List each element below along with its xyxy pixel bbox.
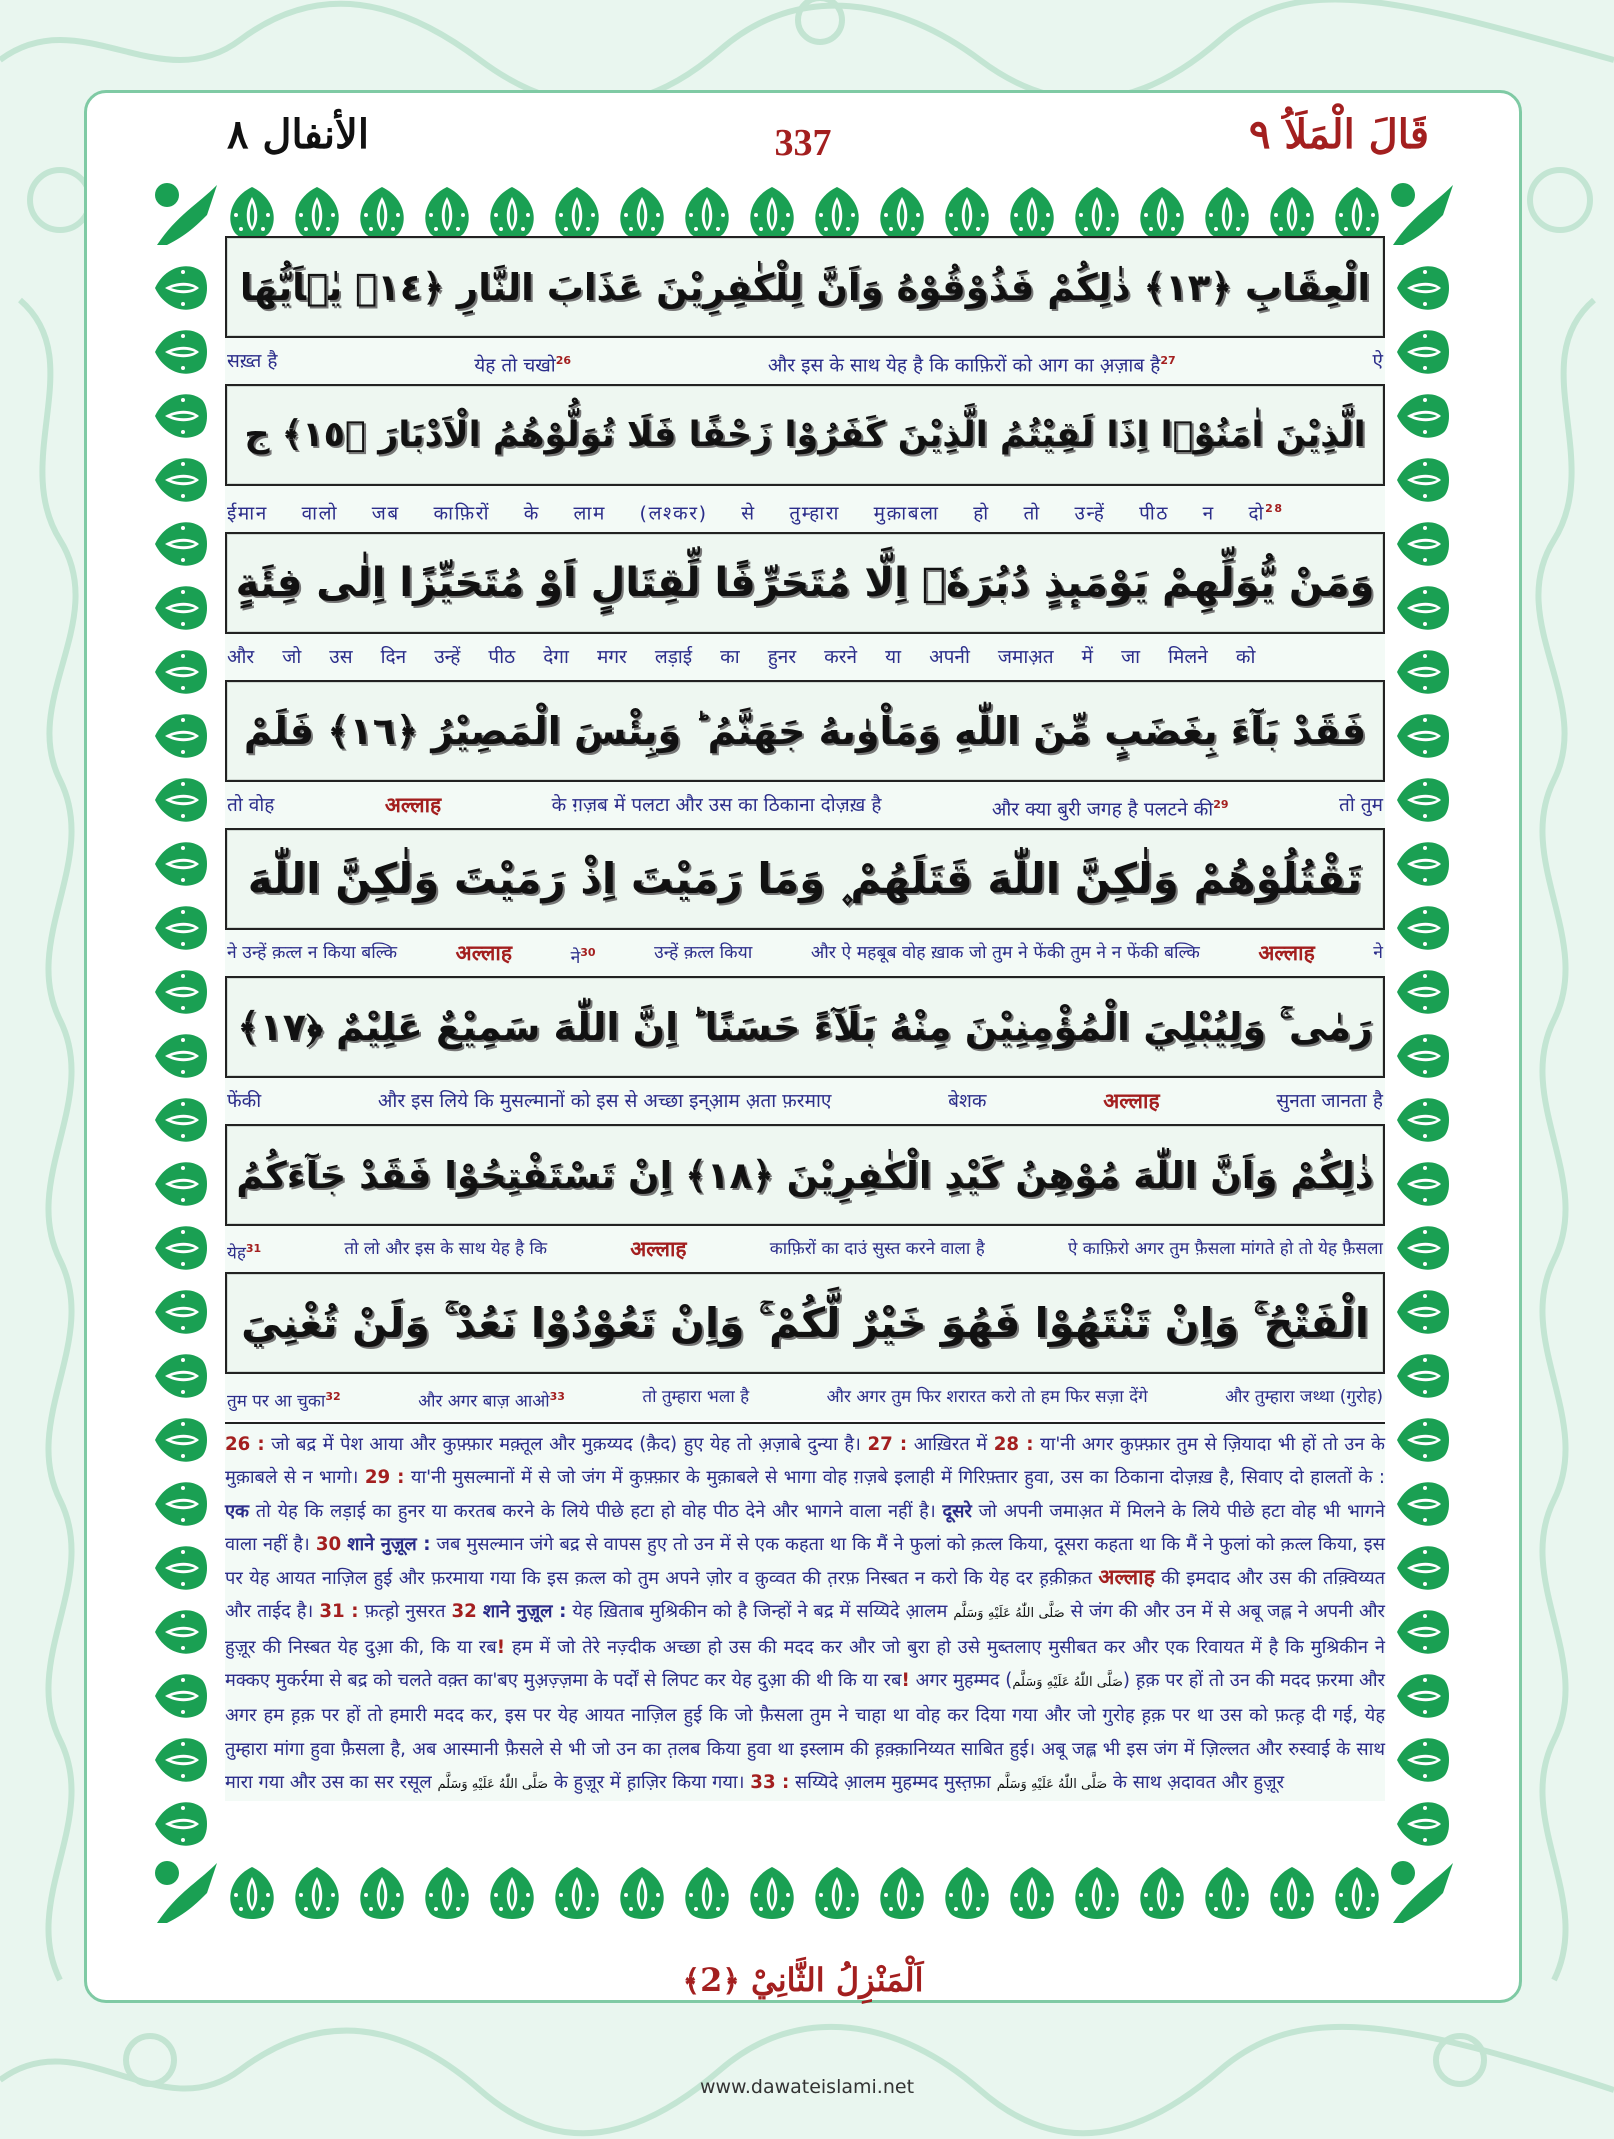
translation-segment: और तुम्हारा जथ्था (गुरोह) (1225, 1387, 1383, 1407)
allah-name: अल्लाह (384, 793, 442, 817)
allah-name: अल्लाह (1258, 941, 1315, 965)
manzil-marker (87, 1961, 1519, 1999)
translation-segment: उन्हें क़त्ल किया (654, 943, 753, 963)
website-url[interactable]: www.dawateislami.net (699, 2076, 915, 2098)
footnote-text: जो बद्र में पेश आया और कुफ़्फ़ार मक़्तूल और मुक़य्यद (क़ैद) हुए येह तो अ़ज़ाबे दुन्या है। (271, 1434, 861, 1455)
footnote-ref[interactable]: 29 (1213, 798, 1229, 811)
translation-segment: सुनता जानता है (1276, 1090, 1383, 1112)
arabic-verse-line (225, 384, 1385, 486)
translation-line (225, 782, 1385, 828)
translation-line (225, 486, 1385, 532)
salawat-glyph: صَلَّى اللّٰهُ عَلَيْهِ وَسَلَّم (996, 1776, 1108, 1792)
arabic-text: رَمٰى ۚ وَلِيُبْلِيَ الْمُؤْمِنِيْنَ مِنْهُ بَلَآءً حَسَنًا ؕ اِنَّ اللّٰهَ سَمِيْعٌ عَلِيْمٌ ﴿١٧﴾ (237, 1004, 1373, 1049)
translation-segment: और जो उस दिन उन्हें पीठ देगा मगर लड़ाई का हुनर करने या अपनी जमाअ़त में जा मिलने को (227, 646, 1256, 668)
arabic-text: تَقْتُلُوْهُمْ وَلٰكِنَّ اللّٰهَ قَتَلَهُمْ ۪ وَمَا رَمَيْتَ اِذْ رَمَيْتَ وَلٰكِنَّ اللّٰهَ (247, 854, 1363, 903)
footnote-ref[interactable]: 26 (555, 354, 572, 367)
footnote-ref[interactable]: 27 (1160, 354, 1176, 367)
translation-line (225, 1078, 1385, 1124)
footnote-text: आख़िरत में (913, 1434, 988, 1455)
translation-segment: ने उन्हें क़त्ल न किया बल्कि (227, 943, 398, 963)
footnote-number: 33 : (750, 1771, 790, 1793)
translation-segment: और इस के साथ येह है कि काफ़िरों को आग का अ़ज़ाब है (767, 354, 1161, 377)
juz-name: قَالَ الْمَلَاُ ٩ (1249, 111, 1429, 158)
exclamation-mark: ! (496, 1636, 506, 1658)
translation-line (225, 338, 1385, 384)
translation-segment: तो तुम (1339, 794, 1383, 816)
footnote-ref[interactable]: 32 (325, 1390, 341, 1403)
footnotes-section (225, 1422, 1385, 1801)
footnote-text: से जंग की और उन में से अबू जह्ल ने अपनी और हुज़ूर की निस्बत येह दुआ़ की, कि या रब (225, 1601, 1385, 1658)
translation-segment: तो लो और इस के साथ येह है कि (344, 1239, 548, 1259)
arabic-text: الْعِقَابِ ﴿١٣﴾ ذٰلِكُمْ فَذُوْقُوْهُ وَاَنَّ لِلْكٰفِرِيْنَ عَذَابَ النَّارِ ﴿١٤﴾ يٰۤاَيُّهَا (239, 265, 1371, 309)
arabic-verse-line (225, 828, 1385, 930)
footnote-text: की इमदाद और उस की तक़्विय्यत और ताईद है। (225, 1568, 1385, 1623)
footnote-label: शाने नुज़ूल : (482, 1601, 567, 1623)
translation-segment: ने (1373, 943, 1383, 963)
footnote-text: जो अपनी जमाअ़त में मिलने के लिये पीछे हटा वोह भी भागने वाला नहीं है। (225, 1500, 1385, 1555)
translation-segment: बेशक (948, 1090, 987, 1112)
arabic-verse-line (225, 976, 1385, 1078)
surah-name: الأنفال ٨ (227, 111, 369, 158)
translation-line (225, 1374, 1385, 1420)
page-header (87, 93, 1519, 173)
translation-segment: फेंकी (227, 1090, 262, 1112)
translation-segment: और इस लिये कि मुसल्मानों को इस से अच्छा इन्आ़म अ़ता फ़रमाए (377, 1090, 832, 1112)
translation-segment: ऐ (1372, 350, 1383, 372)
arabic-verse-line (225, 680, 1385, 782)
salawat-glyph: صَلَّى اللّٰهُ عَلَيْهِ وَسَلَّم (1012, 1675, 1123, 1691)
translation-line (225, 634, 1385, 680)
translation-segment: काफ़िरों का दाउं सुस्त करने वाला है (769, 1239, 985, 1259)
arabic-verse-line (225, 1124, 1385, 1226)
footnote-text: फ़त्ह़ो नुसरत (364, 1601, 446, 1623)
footnote-text: सय्यिदे आ़लम मुहम्मद मुस्त़फ़ा (795, 1771, 991, 1793)
arabic-text: فَقَدْ بَآءَ بِغَضَبٍ مِّنَ اللّٰهِ وَمَاْوٰىهُ جَهَنَّمُ ؕ وَبِئْسَ الْمَصِيْرُ ﴿١٦﴾ فَلَمْ (243, 709, 1367, 753)
footnote-text: के साथ अ़दावत और हुज़ूर (1112, 1771, 1285, 1793)
footnote-text: या'नी मुसल्मानों में से जो जंग में कुफ़्फ़ार के मुक़ाबले से भागा वोह ग़ज़बे इलाही में गिरिफ़्तार हुवा, उस का ठिकाना दोज़ख़ है, सिवाए दो हालतों के : (410, 1467, 1386, 1489)
footnote-text: येह ख़िताब मुश्रिकीन को है जिन्हों ने बद्र में सय्यिदे आ़लम (572, 1601, 948, 1623)
arabic-verse-line (225, 1272, 1385, 1374)
salawat-glyph: صَلَّى اللّٰهُ عَلَيْهِ وَسَلَّم (953, 1606, 1065, 1622)
translation-segment: येह (227, 1243, 246, 1264)
page-number: 337 (774, 122, 832, 164)
translation-segment: के ग़ज़ब में पलटा और उस का ठिकाना दोज़ख़ है (551, 794, 882, 816)
arabic-text: وَمَنْ يُّوَلِّهِمْ يَوْمَىٕذٍ دُبُرَهٗۤ اِلَّا مُتَحَرِّفًا لِّقِتَالٍ اَوْ مُتَحَيِّزًا اِلٰى فِئَةٍ (235, 560, 1375, 606)
arabic-verse-line (225, 532, 1385, 634)
quran-content (225, 236, 1385, 1801)
translation-segment: तुम पर आ चुका (227, 1391, 326, 1412)
footnote-ref[interactable]: 33 (549, 1390, 565, 1403)
footnote-number: 32 (451, 1601, 477, 1623)
footnote-ref[interactable]: 30 (580, 946, 596, 959)
translation-segment: और क्या बुरी जगह है पलटने की (991, 798, 1214, 821)
allah-name: अल्लाह (1103, 1089, 1160, 1113)
translation-segment: ऐ काफ़िरो अगर तुम फ़ैसला मांगते हो तो येह फ़ैसला (1067, 1239, 1383, 1259)
footnote-text: तो येह कि लड़ाई का हुनर या करतब करने के लिये पीछे हटा हो वोह पीठ देने और भागने वाला नहीं है। (255, 1500, 936, 1522)
translation-segment: सख़्त है (227, 350, 278, 372)
exclamation-mark: ! (901, 1670, 910, 1692)
footnote-text: के हुज़ूर में ह़ाज़िर किया गया। (553, 1771, 745, 1793)
footnote-text: ) ह़क़ पर हों तो उन की मदद फ़रमा और अगर हम ह़क़ पर हों तो हमारी मदद कर, इस पर येह आयत नाज़िल हुई कि जो फ़ैसला तुम ने चाहा था वोह कर दिया गया और जो गुरोह ह़क़ पर था उस को फ़त्ह़ दी गई, येह तुम्हारा मांगा हुवा फ़ैसला है, अब आस्मानी फ़ैसले से भी जो उन का त़लब किया हुवा था इस्लाम की ह़क़्क़ानिय्यत साबित हुई। अबू जह्ल भी इस जंग में ज़िल्लत और रुस्वाई के साथ मारा गया और उस का सर रसूल (225, 1670, 1385, 1793)
translation-segment: और अगर तुम फिर शरारत करो तो हम फिर सज़ा देंगे (826, 1387, 1148, 1407)
arabic-text: الَّذِيْنَ اٰمَنُوْۤا اِذَا لَقِيْتُمُ الَّذِيْنَ كَفَرُوْا زَحْفًا فَلَا تُوَلُّوْهُمُ الْاَدْبَارَ ﴿١٥﴾ ج (244, 415, 1366, 455)
footnote-number: 27 : (867, 1434, 908, 1455)
salawat-glyph: صَلَّى اللّٰهُ عَلَيْهِ وَسَلَّم (437, 1776, 549, 1792)
footnote-ref[interactable]: 31 (245, 1242, 262, 1255)
footnote-emphasis: एक (225, 1500, 250, 1522)
ornamental-bracket-icon: ﴾ (682, 1964, 701, 1999)
footnote-text: अगर मुहम्मद ( (915, 1670, 1013, 1692)
translation-segment: येह तो चखो (474, 354, 556, 377)
footnote-label: शाने नुज़ूल : (347, 1533, 431, 1555)
translation-segment: ईमान वालो जब काफ़िरों के लाम (लश्कर) से तुम्हारा मुक़ाबला हो तो उन्हें पीठ न दो (227, 502, 1266, 525)
allah-name: अल्लाह (630, 1237, 687, 1261)
ornamental-bracket-icon: ﴿ (722, 1964, 740, 1999)
page-card (84, 90, 1522, 2003)
translation-line (225, 930, 1385, 976)
arabic-verse-line (225, 236, 1385, 338)
footnote-text: जब मुसल्मान जंगे बद्र से वापस हुए तो उन में से एक कहता था कि मैं ने फुलां को क़त्ल किया, दूसरा कहता था कि मैं ने फुलां को क़त्ल किया, इस पर येह आयत नाज़िल हुई और फ़रमाया गया कि इस क़त्ल को तुम अपने ज़ोर व क़ुव्वत की त़रफ़ निस्बत न करो कि येह दर ह़क़ीक़त (225, 1533, 1385, 1590)
footnote-text: हम में जो तेरे नज़्दीक अच्छा हो उस की मदद कर और जो बुरा हो उसे मुब्तलाए मुसीबत कर और एक रिवायत में है कि मुश्रिकीन ने मक्कए मुकर्रमा से बद्र को चलते वक़्त का'बए मुअ़ज़्ज़मा के पर्दों से लिपट कर येह दुआ़ की थी कि या रब (225, 1636, 1385, 1692)
footnote-number: 28 : (993, 1434, 1034, 1455)
footnote-number: 29 : (364, 1467, 405, 1489)
arabic-text: الْفَتْحُ ۚ وَاِنْ تَنْتَهُوْا فَهُوَ خَيْرٌ لَّكُمْ ۚ وَاِنْ تَعُوْدُوْا نَعُدْ ۚ وَلَنْ تُغْنِيَ (241, 1298, 1369, 1347)
allah-name: अल्लाह (455, 941, 512, 965)
translation-line (225, 1226, 1385, 1272)
footnote-emphasis: दूसरे (942, 1500, 972, 1522)
footnote-number: 30 (315, 1533, 342, 1555)
footnote-text: या'नी अगर कुफ़्फ़ार तुम से ज़ियादा भी हों तो उन के मुक़ाबले से न भागो। (225, 1434, 1385, 1489)
translation-segment: तो वोह (227, 794, 275, 816)
translation-segment: तो तुम्हारा भला है (642, 1387, 750, 1407)
translation-segment: ने (570, 947, 581, 968)
footnote-number: 26 : (225, 1434, 265, 1455)
footnote-ref[interactable]: 28 (1265, 502, 1284, 515)
arabic-text: ذٰلِكُمْ وَاَنَّ اللّٰهَ مُوْهِنُ كَيْدِ الْكٰفِرِيْنَ ﴿١٨﴾ اِنْ تَسْتَفْتِحُوْا فَقَدْ جَآءَكُمُ (236, 1153, 1374, 1197)
manzil-label: اَلْمَنْزِلُ الثَّانِيْ (751, 1961, 924, 1999)
translation-segment: और ऐ महबूब वोह ख़ाक जो तुम ने फेंकी तुम ने न फेंकी बल्कि (810, 943, 1200, 963)
allah-name: अल्लाह (1098, 1565, 1155, 1590)
footnote-number: 31 : (319, 1601, 359, 1623)
manzil-number: 2 (700, 1961, 723, 1999)
translation-segment: और अगर बाज़ आओ (418, 1391, 550, 1412)
